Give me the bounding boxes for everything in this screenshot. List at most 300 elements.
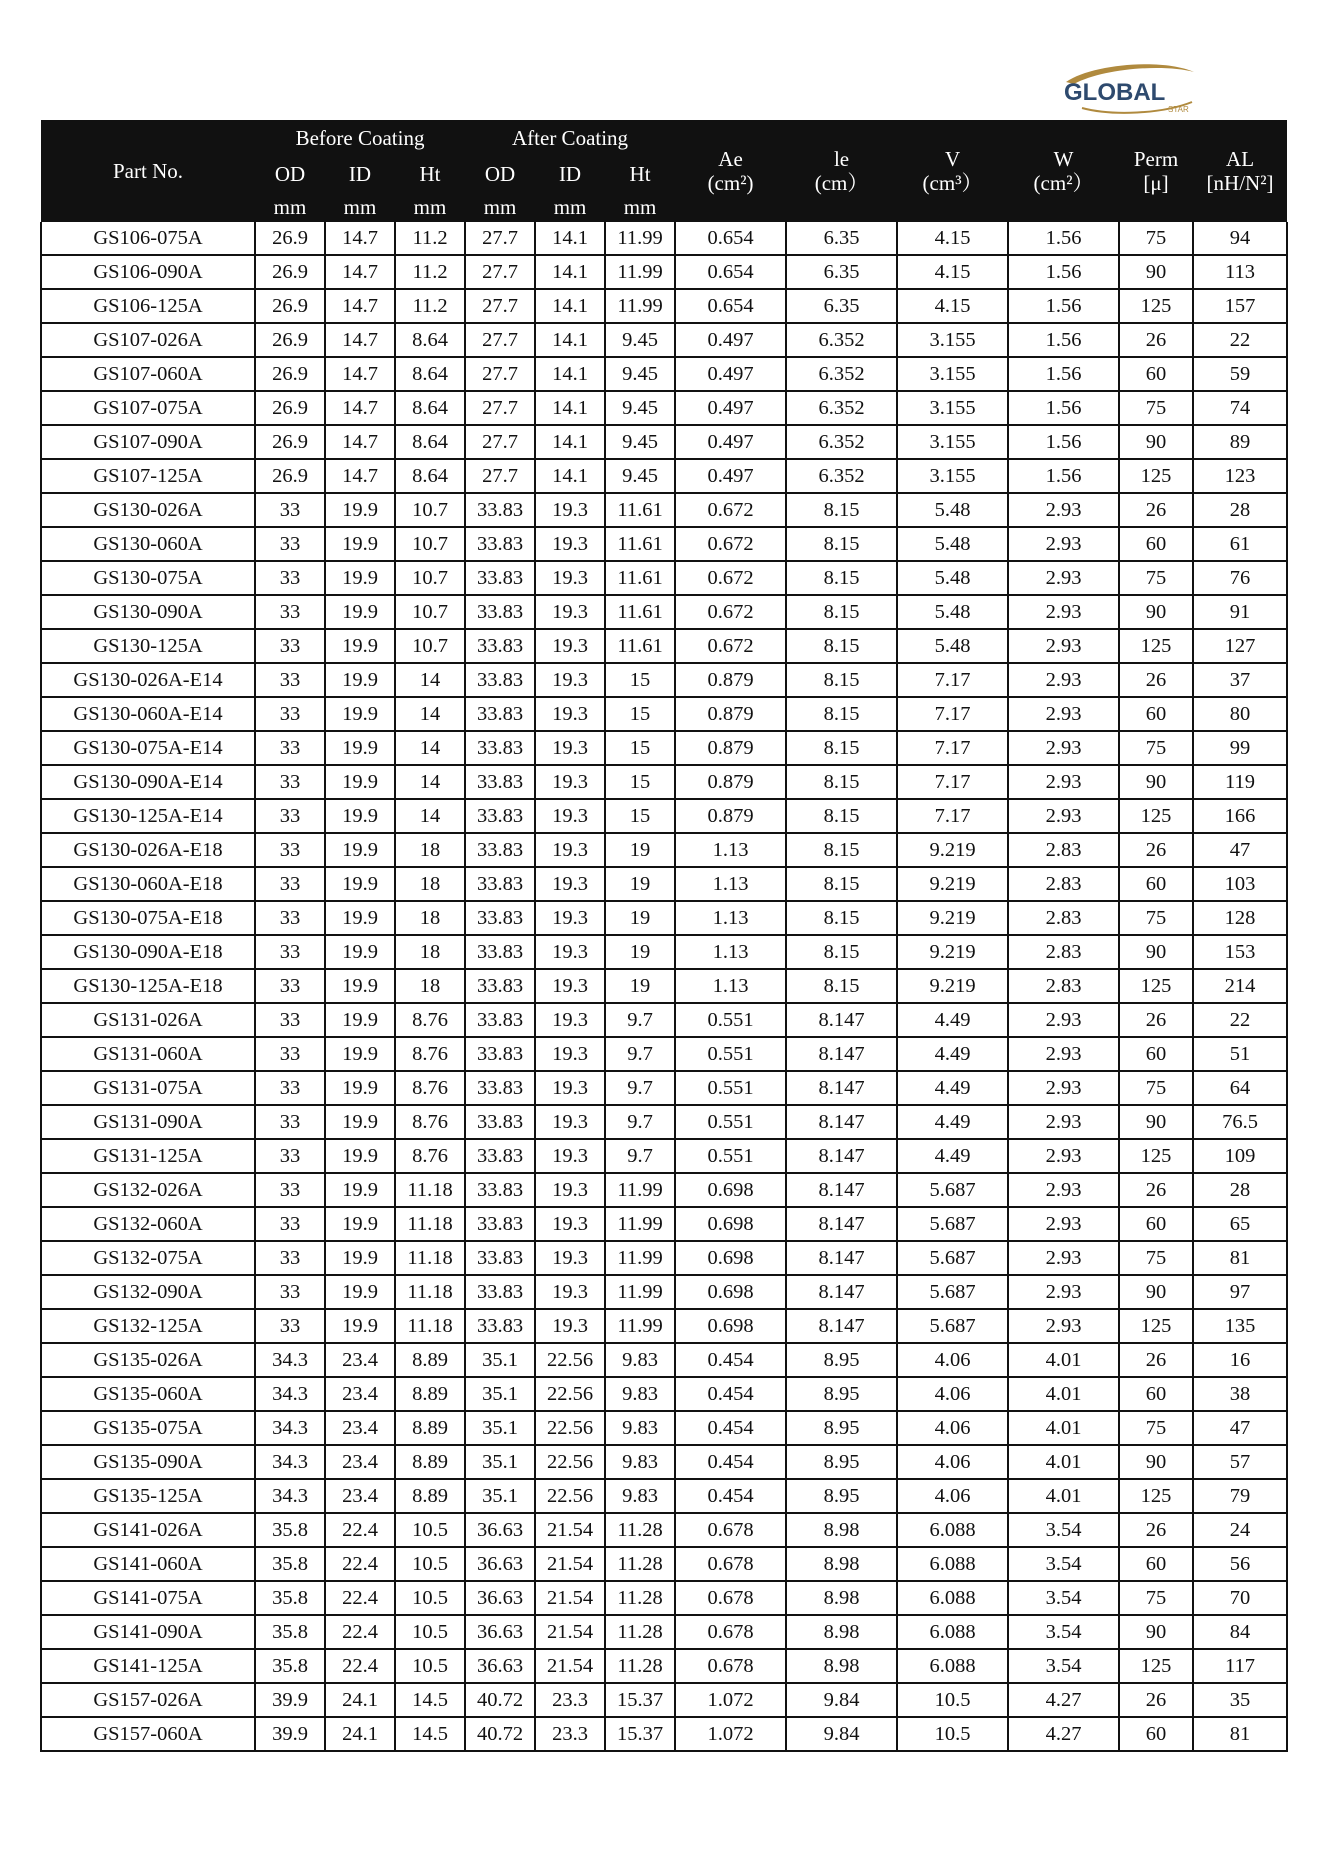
cell-perm: 26 — [1119, 1173, 1193, 1207]
cell-after-ht: 11.61 — [605, 629, 675, 663]
cell-after-ht: 9.45 — [605, 425, 675, 459]
cell-w: 2.93 — [1008, 1037, 1119, 1071]
cell-before-id: 19.9 — [325, 833, 395, 867]
table-row — [41, 222, 1287, 255]
cell-before-od: 33 — [255, 765, 325, 799]
table-row — [41, 255, 1287, 289]
cell-after-id: 19.3 — [535, 1207, 605, 1241]
cell-v: 3.155 — [897, 391, 1008, 425]
cell-part-no: GS130-090A — [41, 595, 255, 629]
cell-after-od: 27.7 — [465, 357, 535, 391]
cell-after-od: 33.83 — [465, 1241, 535, 1275]
cell-before-ht: 18 — [395, 867, 465, 901]
table-row — [41, 1377, 1287, 1411]
cell-before-id: 14.7 — [325, 425, 395, 459]
cell-after-id: 22.56 — [535, 1411, 605, 1445]
cell-after-ht: 11.61 — [605, 493, 675, 527]
table-row — [41, 1105, 1287, 1139]
cell-after-id: 21.54 — [535, 1649, 605, 1683]
header-after-ht: Ht — [605, 156, 675, 192]
cell-v: 4.15 — [897, 222, 1008, 255]
cell-le: 8.95 — [786, 1343, 897, 1377]
cell-after-id: 22.56 — [535, 1479, 605, 1513]
cell-al: 99 — [1193, 731, 1287, 765]
cell-v: 7.17 — [897, 731, 1008, 765]
cell-before-id: 14.7 — [325, 323, 395, 357]
cell-w: 2.93 — [1008, 1207, 1119, 1241]
cell-al: 117 — [1193, 1649, 1287, 1683]
cell-before-ht: 11.2 — [395, 289, 465, 323]
header-v-unit: (cm³） — [922, 171, 983, 195]
header-ae — [675, 120, 786, 222]
cell-part-no: GS131-060A — [41, 1037, 255, 1071]
cell-before-ht: 8.64 — [395, 391, 465, 425]
cell-w: 2.93 — [1008, 1105, 1119, 1139]
cell-part-no: GS130-026A-E18 — [41, 833, 255, 867]
cell-ae: 0.497 — [675, 459, 786, 493]
cell-le: 6.35 — [786, 222, 897, 255]
cell-after-id: 19.3 — [535, 799, 605, 833]
cell-before-id: 19.9 — [325, 595, 395, 629]
cell-perm: 60 — [1119, 1547, 1193, 1581]
header-ae-unit: (cm²) — [707, 171, 754, 195]
header-v-label: V — [944, 146, 961, 171]
table-row — [41, 357, 1287, 391]
cell-after-od: 36.63 — [465, 1615, 535, 1649]
cell-part-no: GS132-060A — [41, 1207, 255, 1241]
cell-before-id: 14.7 — [325, 391, 395, 425]
table-row — [41, 731, 1287, 765]
cell-al: 214 — [1193, 969, 1287, 1003]
cell-part-no: GS132-026A — [41, 1173, 255, 1207]
cell-before-id: 22.4 — [325, 1581, 395, 1615]
cell-ae: 0.879 — [675, 765, 786, 799]
logo-sub: STAR — [1168, 105, 1189, 114]
table-row — [41, 1717, 1287, 1751]
table-row — [41, 561, 1287, 595]
cell-v: 5.687 — [897, 1309, 1008, 1343]
header-unit-mm: mm — [605, 192, 675, 222]
cell-al: 81 — [1193, 1241, 1287, 1275]
cell-before-od: 33 — [255, 1309, 325, 1343]
cell-v: 4.06 — [897, 1343, 1008, 1377]
cell-al: 74 — [1193, 391, 1287, 425]
cell-after-ht: 15 — [605, 765, 675, 799]
cell-ae: 0.551 — [675, 1037, 786, 1071]
cell-w: 1.56 — [1008, 425, 1119, 459]
table-row — [41, 901, 1287, 935]
header-al — [1193, 120, 1287, 222]
cell-after-od: 33.83 — [465, 697, 535, 731]
cell-after-ht: 15 — [605, 663, 675, 697]
cell-before-od: 39.9 — [255, 1717, 325, 1751]
cell-before-ht: 11.18 — [395, 1241, 465, 1275]
cell-w: 2.93 — [1008, 663, 1119, 697]
cell-before-ht: 8.76 — [395, 1037, 465, 1071]
cell-after-id: 19.3 — [535, 561, 605, 595]
cell-before-id: 14.7 — [325, 289, 395, 323]
cell-before-id: 19.9 — [325, 697, 395, 731]
cell-ae: 0.698 — [675, 1241, 786, 1275]
cell-after-id: 21.54 — [535, 1547, 605, 1581]
cell-after-ht: 11.28 — [605, 1581, 675, 1615]
cell-after-ht: 9.45 — [605, 323, 675, 357]
cell-v: 4.06 — [897, 1411, 1008, 1445]
cell-after-id: 14.1 — [535, 391, 605, 425]
cell-before-ht: 14 — [395, 697, 465, 731]
cell-before-id: 23.4 — [325, 1377, 395, 1411]
cell-w: 2.93 — [1008, 1309, 1119, 1343]
cell-after-ht: 9.83 — [605, 1411, 675, 1445]
table-row — [41, 629, 1287, 663]
cell-after-od: 33.83 — [465, 969, 535, 1003]
table-row — [41, 1411, 1287, 1445]
cell-before-id: 23.4 — [325, 1411, 395, 1445]
cell-ae: 1.072 — [675, 1717, 786, 1751]
table-row — [41, 663, 1287, 697]
cell-v: 3.155 — [897, 459, 1008, 493]
cell-perm: 90 — [1119, 425, 1193, 459]
cell-ae: 0.698 — [675, 1207, 786, 1241]
cell-al: 37 — [1193, 663, 1287, 697]
cell-w: 3.54 — [1008, 1513, 1119, 1547]
cell-perm: 60 — [1119, 1207, 1193, 1241]
cell-le: 8.147 — [786, 1207, 897, 1241]
cell-before-od: 33 — [255, 901, 325, 935]
cell-before-id: 22.4 — [325, 1615, 395, 1649]
header-perm — [1119, 120, 1193, 222]
cell-after-ht: 9.7 — [605, 1139, 675, 1173]
cell-w: 2.93 — [1008, 1071, 1119, 1105]
cell-al: 157 — [1193, 289, 1287, 323]
cell-after-od: 33.83 — [465, 595, 535, 629]
cell-v: 5.48 — [897, 493, 1008, 527]
cell-ae: 0.654 — [675, 222, 786, 255]
header-unit-mm: mm — [325, 192, 395, 222]
cell-w: 4.01 — [1008, 1479, 1119, 1513]
cell-w: 4.01 — [1008, 1411, 1119, 1445]
cell-perm: 75 — [1119, 901, 1193, 935]
cell-al: 89 — [1193, 425, 1287, 459]
cell-perm: 125 — [1119, 459, 1193, 493]
cell-after-id: 22.56 — [535, 1343, 605, 1377]
cell-before-id: 23.4 — [325, 1343, 395, 1377]
cell-al: 113 — [1193, 255, 1287, 289]
cell-before-ht: 8.76 — [395, 1003, 465, 1037]
cell-after-ht: 9.83 — [605, 1479, 675, 1513]
table-row — [41, 1003, 1287, 1037]
cell-after-od: 35.1 — [465, 1377, 535, 1411]
cell-perm: 75 — [1119, 1241, 1193, 1275]
cell-w: 1.56 — [1008, 222, 1119, 255]
cell-after-od: 40.72 — [465, 1683, 535, 1717]
cell-v: 6.088 — [897, 1615, 1008, 1649]
cell-perm: 26 — [1119, 833, 1193, 867]
cell-after-id: 19.3 — [535, 1241, 605, 1275]
cell-after-id: 22.56 — [535, 1445, 605, 1479]
cell-after-id: 19.3 — [535, 1173, 605, 1207]
cell-after-id: 19.3 — [535, 697, 605, 731]
cell-before-id: 19.9 — [325, 901, 395, 935]
cell-after-ht: 11.28 — [605, 1615, 675, 1649]
cell-before-od: 33 — [255, 527, 325, 561]
cell-al: 56 — [1193, 1547, 1287, 1581]
cell-before-od: 26.9 — [255, 255, 325, 289]
cell-after-ht: 15 — [605, 731, 675, 765]
cell-after-od: 35.1 — [465, 1411, 535, 1445]
cell-before-od: 26.9 — [255, 391, 325, 425]
table-row — [41, 1037, 1287, 1071]
table-row — [41, 425, 1287, 459]
cell-le: 8.98 — [786, 1581, 897, 1615]
cell-before-id: 22.4 — [325, 1547, 395, 1581]
header-v — [897, 120, 1008, 222]
cell-perm: 26 — [1119, 323, 1193, 357]
cell-before-ht: 10.7 — [395, 493, 465, 527]
cell-v: 4.15 — [897, 289, 1008, 323]
cell-part-no: GS130-090A-E18 — [41, 935, 255, 969]
table-row — [41, 1173, 1287, 1207]
cell-before-ht: 18 — [395, 935, 465, 969]
cell-before-id: 14.7 — [325, 357, 395, 391]
cell-le: 6.352 — [786, 323, 897, 357]
cell-le: 6.35 — [786, 255, 897, 289]
cell-before-od: 34.3 — [255, 1377, 325, 1411]
cell-al: 70 — [1193, 1581, 1287, 1615]
cell-part-no: GS130-026A — [41, 493, 255, 527]
cell-perm: 26 — [1119, 1683, 1193, 1717]
cell-v: 5.687 — [897, 1207, 1008, 1241]
cell-al: 80 — [1193, 697, 1287, 731]
cell-before-ht: 14 — [395, 731, 465, 765]
cell-w: 4.01 — [1008, 1343, 1119, 1377]
cell-after-id: 14.1 — [535, 323, 605, 357]
cell-after-id: 19.3 — [535, 1071, 605, 1105]
cell-after-ht: 11.28 — [605, 1513, 675, 1547]
cell-w: 3.54 — [1008, 1581, 1119, 1615]
cell-before-id: 19.9 — [325, 867, 395, 901]
cell-perm: 90 — [1119, 765, 1193, 799]
cell-perm: 75 — [1119, 222, 1193, 255]
cell-v: 6.088 — [897, 1513, 1008, 1547]
cell-w: 2.93 — [1008, 1275, 1119, 1309]
cell-w: 2.93 — [1008, 697, 1119, 731]
cell-v: 9.219 — [897, 901, 1008, 935]
cell-before-ht: 8.89 — [395, 1445, 465, 1479]
cell-part-no: GS131-075A — [41, 1071, 255, 1105]
cell-w: 2.93 — [1008, 799, 1119, 833]
cell-before-od: 33 — [255, 1207, 325, 1241]
cell-le: 8.147 — [786, 1241, 897, 1275]
cell-after-id: 19.3 — [535, 663, 605, 697]
cell-before-od: 33 — [255, 867, 325, 901]
cell-w: 3.54 — [1008, 1547, 1119, 1581]
cell-perm: 26 — [1119, 1513, 1193, 1547]
cell-perm: 90 — [1119, 935, 1193, 969]
cell-al: 28 — [1193, 493, 1287, 527]
cell-before-ht: 10.5 — [395, 1649, 465, 1683]
cell-after-od: 33.83 — [465, 867, 535, 901]
cell-after-od: 27.7 — [465, 391, 535, 425]
cell-after-od: 33.83 — [465, 935, 535, 969]
cell-part-no: GS131-125A — [41, 1139, 255, 1173]
table-row — [41, 833, 1287, 867]
cell-v: 4.49 — [897, 1139, 1008, 1173]
cell-perm: 75 — [1119, 1581, 1193, 1615]
cell-part-no: GS107-060A — [41, 357, 255, 391]
cell-after-ht: 15 — [605, 799, 675, 833]
cell-le: 8.98 — [786, 1513, 897, 1547]
cell-al: 38 — [1193, 1377, 1287, 1411]
cell-le: 9.84 — [786, 1683, 897, 1717]
cell-after-od: 33.83 — [465, 901, 535, 935]
logo-word: GLOBAL — [1064, 79, 1166, 106]
cell-al: 51 — [1193, 1037, 1287, 1071]
table-row — [41, 493, 1287, 527]
cell-after-id: 19.3 — [535, 969, 605, 1003]
cell-ae: 0.698 — [675, 1275, 786, 1309]
cell-perm: 60 — [1119, 357, 1193, 391]
table-row — [41, 1649, 1287, 1683]
cell-v: 7.17 — [897, 697, 1008, 731]
cell-al: 109 — [1193, 1139, 1287, 1173]
cell-v: 4.49 — [897, 1037, 1008, 1071]
cell-part-no: GS130-075A-E14 — [41, 731, 255, 765]
cell-after-ht: 9.7 — [605, 1105, 675, 1139]
cell-after-od: 33.83 — [465, 1173, 535, 1207]
cell-v: 4.06 — [897, 1377, 1008, 1411]
cell-before-od: 34.3 — [255, 1479, 325, 1513]
cell-before-od: 33 — [255, 969, 325, 1003]
cell-before-od: 33 — [255, 1037, 325, 1071]
cell-after-od: 35.1 — [465, 1479, 535, 1513]
cell-after-id: 19.3 — [535, 1309, 605, 1343]
cell-before-od: 35.8 — [255, 1547, 325, 1581]
cell-le: 6.352 — [786, 391, 897, 425]
cell-before-od: 33 — [255, 663, 325, 697]
cell-w: 1.56 — [1008, 459, 1119, 493]
cell-after-od: 27.7 — [465, 222, 535, 255]
cell-le: 8.15 — [786, 901, 897, 935]
cell-ae: 0.454 — [675, 1411, 786, 1445]
cell-after-ht: 9.7 — [605, 1037, 675, 1071]
cell-le: 8.98 — [786, 1615, 897, 1649]
cell-after-id: 19.3 — [535, 595, 605, 629]
cell-le: 8.95 — [786, 1479, 897, 1513]
cell-before-id: 19.9 — [325, 527, 395, 561]
cell-le: 8.15 — [786, 561, 897, 595]
header-perm-unit: [μ] — [1143, 171, 1169, 195]
cell-after-id: 19.3 — [535, 765, 605, 799]
cell-perm: 26 — [1119, 1343, 1193, 1377]
table-row — [41, 323, 1287, 357]
cell-before-ht: 8.76 — [395, 1105, 465, 1139]
cell-v: 7.17 — [897, 765, 1008, 799]
cell-part-no: GS141-075A — [41, 1581, 255, 1615]
cell-le: 9.84 — [786, 1717, 897, 1751]
cell-after-od: 40.72 — [465, 1717, 535, 1751]
header-le — [786, 120, 897, 222]
cell-v: 3.155 — [897, 357, 1008, 391]
cell-before-ht: 8.76 — [395, 1139, 465, 1173]
cell-part-no: GS107-075A — [41, 391, 255, 425]
cell-after-od: 27.7 — [465, 255, 535, 289]
cell-after-od: 36.63 — [465, 1547, 535, 1581]
cell-after-od: 33.83 — [465, 1139, 535, 1173]
cell-w: 3.54 — [1008, 1615, 1119, 1649]
cell-le: 8.15 — [786, 799, 897, 833]
cell-al: 81 — [1193, 1717, 1287, 1751]
spec-table — [40, 120, 1288, 1752]
cell-before-od: 39.9 — [255, 1683, 325, 1717]
cell-part-no: GS106-090A — [41, 255, 255, 289]
cell-after-ht: 19 — [605, 969, 675, 1003]
cell-after-od: 33.83 — [465, 731, 535, 765]
cell-before-ht: 14.5 — [395, 1683, 465, 1717]
cell-le: 6.352 — [786, 425, 897, 459]
cell-before-id: 19.9 — [325, 1241, 395, 1275]
cell-ae: 0.551 — [675, 1071, 786, 1105]
cell-le: 8.95 — [786, 1445, 897, 1479]
header-part-no: Part No. — [41, 120, 255, 222]
cell-ae: 0.879 — [675, 799, 786, 833]
cell-after-od: 27.7 — [465, 289, 535, 323]
cell-le: 8.15 — [786, 629, 897, 663]
cell-ae: 0.672 — [675, 595, 786, 629]
cell-perm: 60 — [1119, 1037, 1193, 1071]
cell-part-no: GS131-026A — [41, 1003, 255, 1037]
cell-w: 2.93 — [1008, 629, 1119, 663]
cell-al: 135 — [1193, 1309, 1287, 1343]
cell-before-ht: 14 — [395, 799, 465, 833]
header-w — [1008, 120, 1119, 222]
cell-after-id: 19.3 — [535, 1105, 605, 1139]
cell-part-no: GS130-125A — [41, 629, 255, 663]
cell-le: 6.352 — [786, 357, 897, 391]
cell-ae: 0.497 — [675, 391, 786, 425]
cell-part-no: GS107-026A — [41, 323, 255, 357]
cell-v: 4.06 — [897, 1479, 1008, 1513]
cell-after-id: 14.1 — [535, 222, 605, 255]
cell-part-no: GS130-075A — [41, 561, 255, 595]
cell-before-od: 34.3 — [255, 1343, 325, 1377]
cell-al: 97 — [1193, 1275, 1287, 1309]
cell-before-id: 14.7 — [325, 222, 395, 255]
cell-before-ht: 14 — [395, 765, 465, 799]
cell-w: 1.56 — [1008, 357, 1119, 391]
cell-before-id: 19.9 — [325, 1139, 395, 1173]
cell-before-id: 19.9 — [325, 799, 395, 833]
cell-before-id: 19.9 — [325, 1173, 395, 1207]
cell-w: 2.93 — [1008, 731, 1119, 765]
header-before-coating: Before Coating — [255, 120, 465, 156]
cell-perm: 60 — [1119, 867, 1193, 901]
cell-after-ht: 19 — [605, 935, 675, 969]
table-row — [41, 391, 1287, 425]
cell-before-od: 35.8 — [255, 1513, 325, 1547]
cell-after-ht: 9.83 — [605, 1377, 675, 1411]
cell-after-ht: 19 — [605, 833, 675, 867]
cell-before-ht: 11.18 — [395, 1309, 465, 1343]
cell-after-id: 19.3 — [535, 731, 605, 765]
cell-after-od: 33.83 — [465, 561, 535, 595]
table-row — [41, 697, 1287, 731]
cell-before-ht: 11.18 — [395, 1275, 465, 1309]
cell-before-id: 19.9 — [325, 1071, 395, 1105]
cell-part-no: GS135-090A — [41, 1445, 255, 1479]
cell-le: 8.147 — [786, 1105, 897, 1139]
cell-after-ht: 9.45 — [605, 391, 675, 425]
